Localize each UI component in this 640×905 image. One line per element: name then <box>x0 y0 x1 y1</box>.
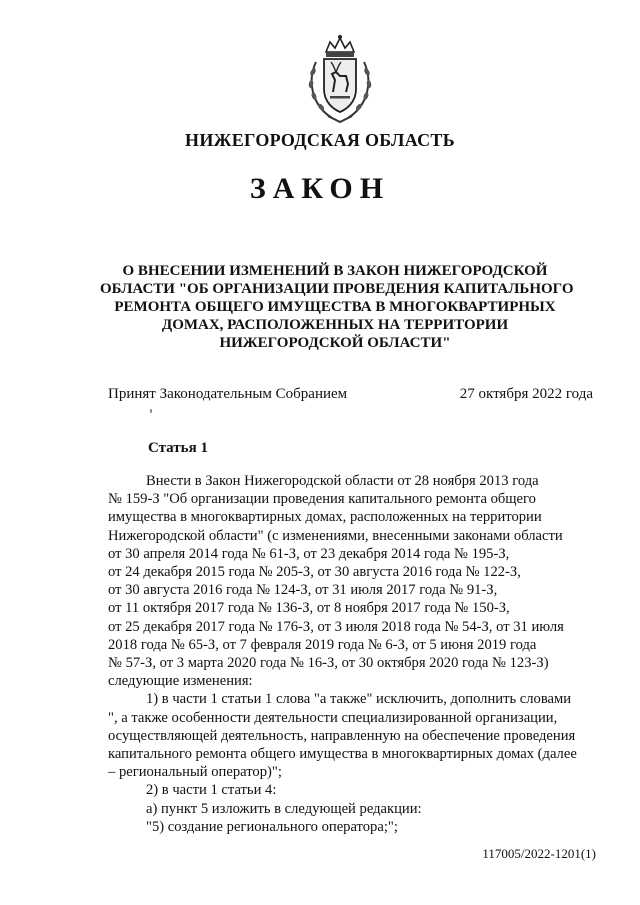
body-line: ", а также особенности деятельности специализированной организации, <box>108 709 558 726</box>
coat-of-arms-emblem <box>302 34 378 126</box>
region-name: НИЖЕГОРОДСКАЯ ОБЛАСТЬ <box>185 130 455 150</box>
law-title-line: РЕМОНТА ОБЩЕГО ИМУЩЕСТВА В МНОГОКВАРТИРНЫХ <box>114 299 556 315</box>
body-line: 2) в части 1 статьи 4: <box>146 782 277 799</box>
body-line: от 30 августа 2016 года № 124-З, от 31 июля 2017 года № 91-З, <box>108 582 498 599</box>
body-line: от 30 апреля 2014 года № 61-З, от 23 декабря 2014 года № 195-З, <box>108 545 510 562</box>
body-line: 2018 года № 65-З, от 7 февраля 2019 года № 6-З, от 5 июня 2019 года <box>108 636 537 653</box>
body-line: осуществляющей деятельность, направленную на обеспечение проведения <box>108 727 576 744</box>
law-title-line: НИЖЕГОРОДСКОЙ ОБЛАСТИ" <box>219 335 451 351</box>
body-line: от 11 октября 2017 года № 136-З, от 8 ноября 2017 года № 150-З, <box>108 600 510 617</box>
body-line: № 57-З, от 3 марта 2020 года № 16-З, от 30 октября 2020 года № 123-З) <box>108 655 549 672</box>
body-line: 1) в части 1 статьи 1 слова "а также" исключить, дополнить словами <box>146 691 572 708</box>
scan-speck <box>150 409 152 413</box>
body-line: Внести в Закон Нижегородской области от 28 ноября 2013 года <box>146 473 539 489</box>
body-line: следующие изменения: <box>108 673 253 690</box>
adoption-line <box>108 386 593 403</box>
document-number: 117005/2022-1201(1) <box>482 846 596 861</box>
body-line: "5) создание регионального оператора;"; <box>146 818 398 835</box>
body-line: от 25 декабря 2017 года № 176-З, от 3 июля 2018 года № 54-З, от 31 июля <box>108 618 564 635</box>
document-type: ЗАКОН <box>249 172 391 205</box>
adopting-body: Принят Законодательным Собранием <box>108 386 348 402</box>
law-title-line: ОБЛАСТИ "ОБ ОРГАНИЗАЦИИ ПРОВЕДЕНИЯ КАПИТАЛЬНОГО <box>100 281 574 297</box>
law-title <box>100 262 574 352</box>
body-line: – региональный оператор)"; <box>108 764 282 781</box>
law-title-line: О ВНЕСЕНИИ ИЗМЕНЕНИЙ В ЗАКОН НИЖЕГОРОДСКОЙ <box>122 263 548 279</box>
body-line: Нижегородской области" (с изменениями, внесенными законами области <box>108 527 563 544</box>
article-heading: Статья 1 <box>148 440 208 456</box>
article-body <box>108 472 598 836</box>
body-line: имущества в многоквартирных домах, расположенных на территории <box>108 509 542 526</box>
body-line: капитального ремонта общего имущества в многоквартирных домах (далее <box>108 746 577 763</box>
law-title-line: ДОМАХ, РАСПОЛОЖЕННЫХ НА ТЕРРИТОРИИ <box>161 317 509 333</box>
adoption-date: 27 октября 2022 года <box>459 386 593 402</box>
body-line: от 24 декабря 2015 года № 205-З, от 30 августа 2016 года № 122-З, <box>108 564 521 581</box>
body-line: а) пункт 5 изложить в следующей редакции: <box>146 800 422 817</box>
body-line: № 159-З "Об организации проведения капитального ремонта общего <box>108 491 536 508</box>
